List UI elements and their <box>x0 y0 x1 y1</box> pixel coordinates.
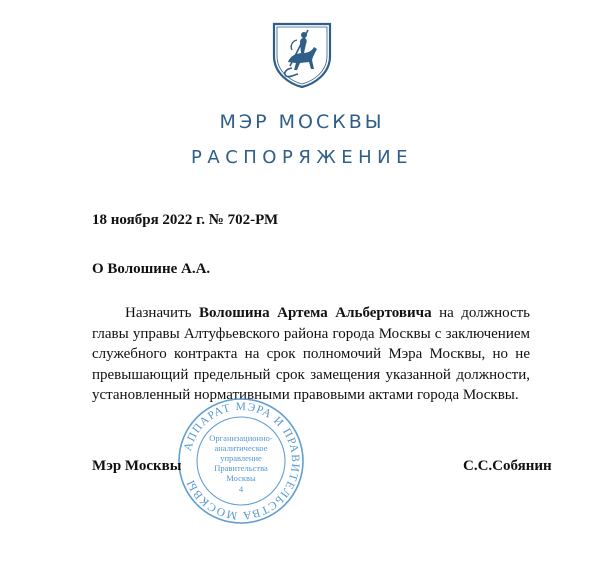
official-stamp <box>176 396 306 526</box>
document-type-heading: РАСПОРЯЖЕНИЕ <box>191 147 413 168</box>
order-body <box>92 303 530 406</box>
stamp-center-line-3: управление <box>220 453 262 463</box>
stamp-center-line-4: Правительства <box>214 463 268 473</box>
signatory-title: Мэр Москвы <box>92 458 182 474</box>
stamp-center-line-1: Организационно- <box>209 433 273 443</box>
moscow-coat-of-arms-icon <box>272 22 332 88</box>
appointee-name: Волошина Артема Альбертовича <box>198 305 432 321</box>
stamp-center-line-5: Москвы <box>226 473 256 483</box>
body-verb: Назначить <box>125 305 192 321</box>
stamp-center-line-2: аналитическое <box>214 443 268 453</box>
stamp-ring-text: АППАРАТ МЭРА И ПРАВИТЕЛЬСТВА МОСКВЫ <box>182 400 302 522</box>
issuer-title: МЭР МОСКВЫ <box>219 111 385 133</box>
order-subject: О Волошине А.А. <box>92 261 211 277</box>
signatory-name: С.С.Собянин <box>463 458 552 474</box>
stamp-number: 4 <box>238 484 244 494</box>
date-and-number: 18 ноября 2022 г. № 702-РМ <box>92 212 279 228</box>
body-text: на должность главы управы Алтуфьевского района города Москвы с заключением служебного контракта на срок полномочий Мэра Москвы, но не превышающий предельный срок замещения указанной должности, установленный нормативными правовыми актами города Москвы. <box>92 305 531 403</box>
